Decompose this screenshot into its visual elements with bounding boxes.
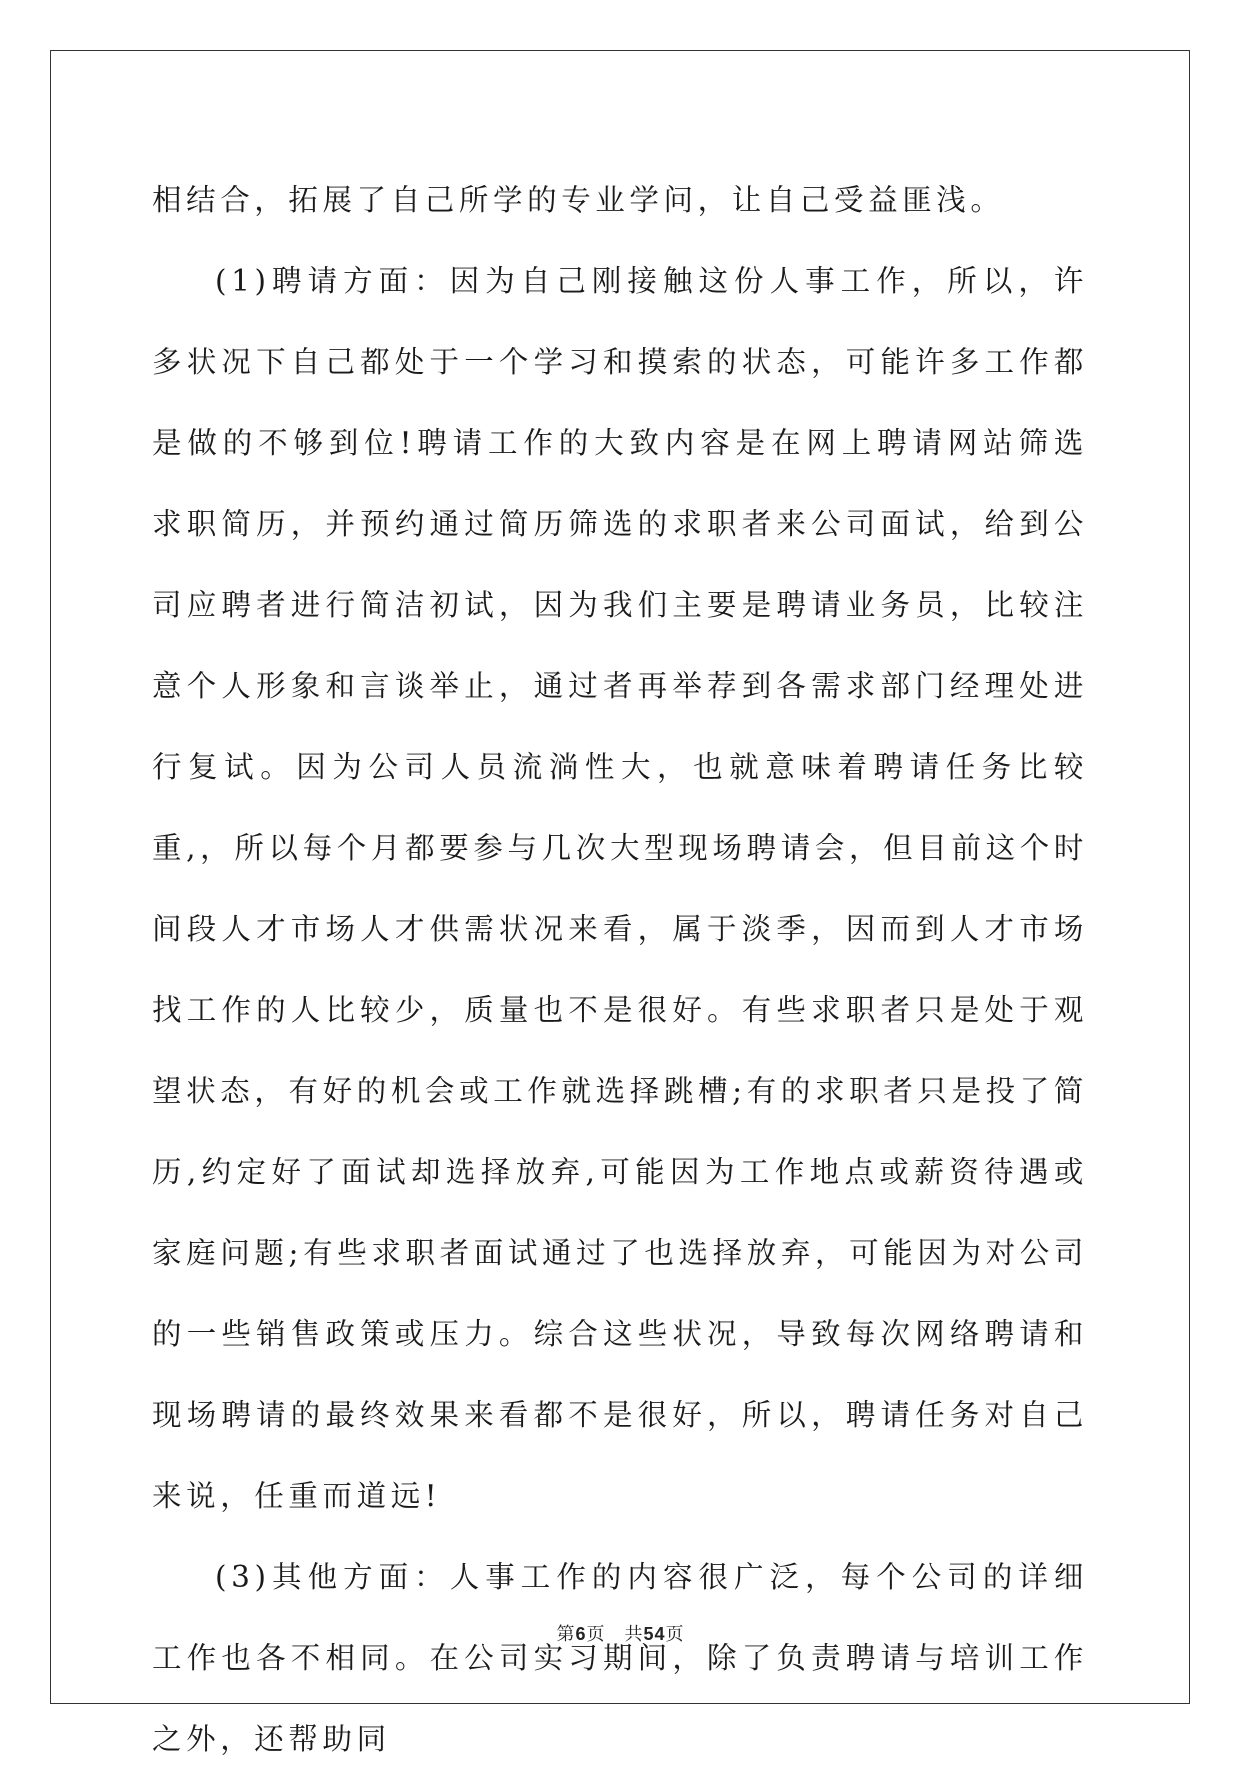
page-footer [0, 1620, 1241, 1646]
paragraph-recruitment: (1)聘请方面：因为自己刚接触这份人事工作，所以，许多状况下自己都处于一个学习和摸索的状态，可能许多工作都是做的不够到位!聘请工作的大致内容是在网上聘请网站筛选求职简历，并预约通过简历筛选的求职者来公司面试，给到公司应聘者进行简洁初试，因为我们主要是聘请业务员，比较注意个人形象和言谈举止，通过者再举荐到各需求部门经理处进行复试。因为公司人员流淌性大，也就意味着聘请任务比较重,，所以每个月都要参与几次大型现场聘请会，但目前这个时间段人才市场人才供需状况来看，属于淡季，因而到人才市场找工作的人比较少，质量也不是很好。有些求职者只是处于观望状态，有好的机会或工作就选择跳槽;有的求职者只是投了简历,约定好了面试却选择放弃,可能因为工作地点或薪资待遇或家庭问题;有些求职者面试通过了也选择放弃，可能因为对公司的一些销售政策或压力。综合这些状况，导致每次网络聘请和现场聘请的最终效果来看都不是很好，所以，聘请任务对自己来说，任重而道远! [152, 264, 1088, 1513]
page-suffix: 页 [665, 1624, 685, 1645]
document-body [152, 160, 1088, 1780]
page-mid: 页 共 [586, 1624, 644, 1645]
paragraph-other-aspects: (3)其他方面：人事工作的内容很广泛，每个公司的详细工作也各不相同。在公司实习期间，除了负责聘请与培训工作之外，还帮助同 [152, 1560, 1088, 1756]
page-prefix: 第 [556, 1624, 576, 1645]
total-page-number: 54 [643, 1624, 666, 1644]
current-page-number: 6 [575, 1624, 587, 1644]
paragraph-continuation: 相结合，拓展了自己所学的专业学问，让自己受益匪浅。 [152, 183, 1005, 217]
